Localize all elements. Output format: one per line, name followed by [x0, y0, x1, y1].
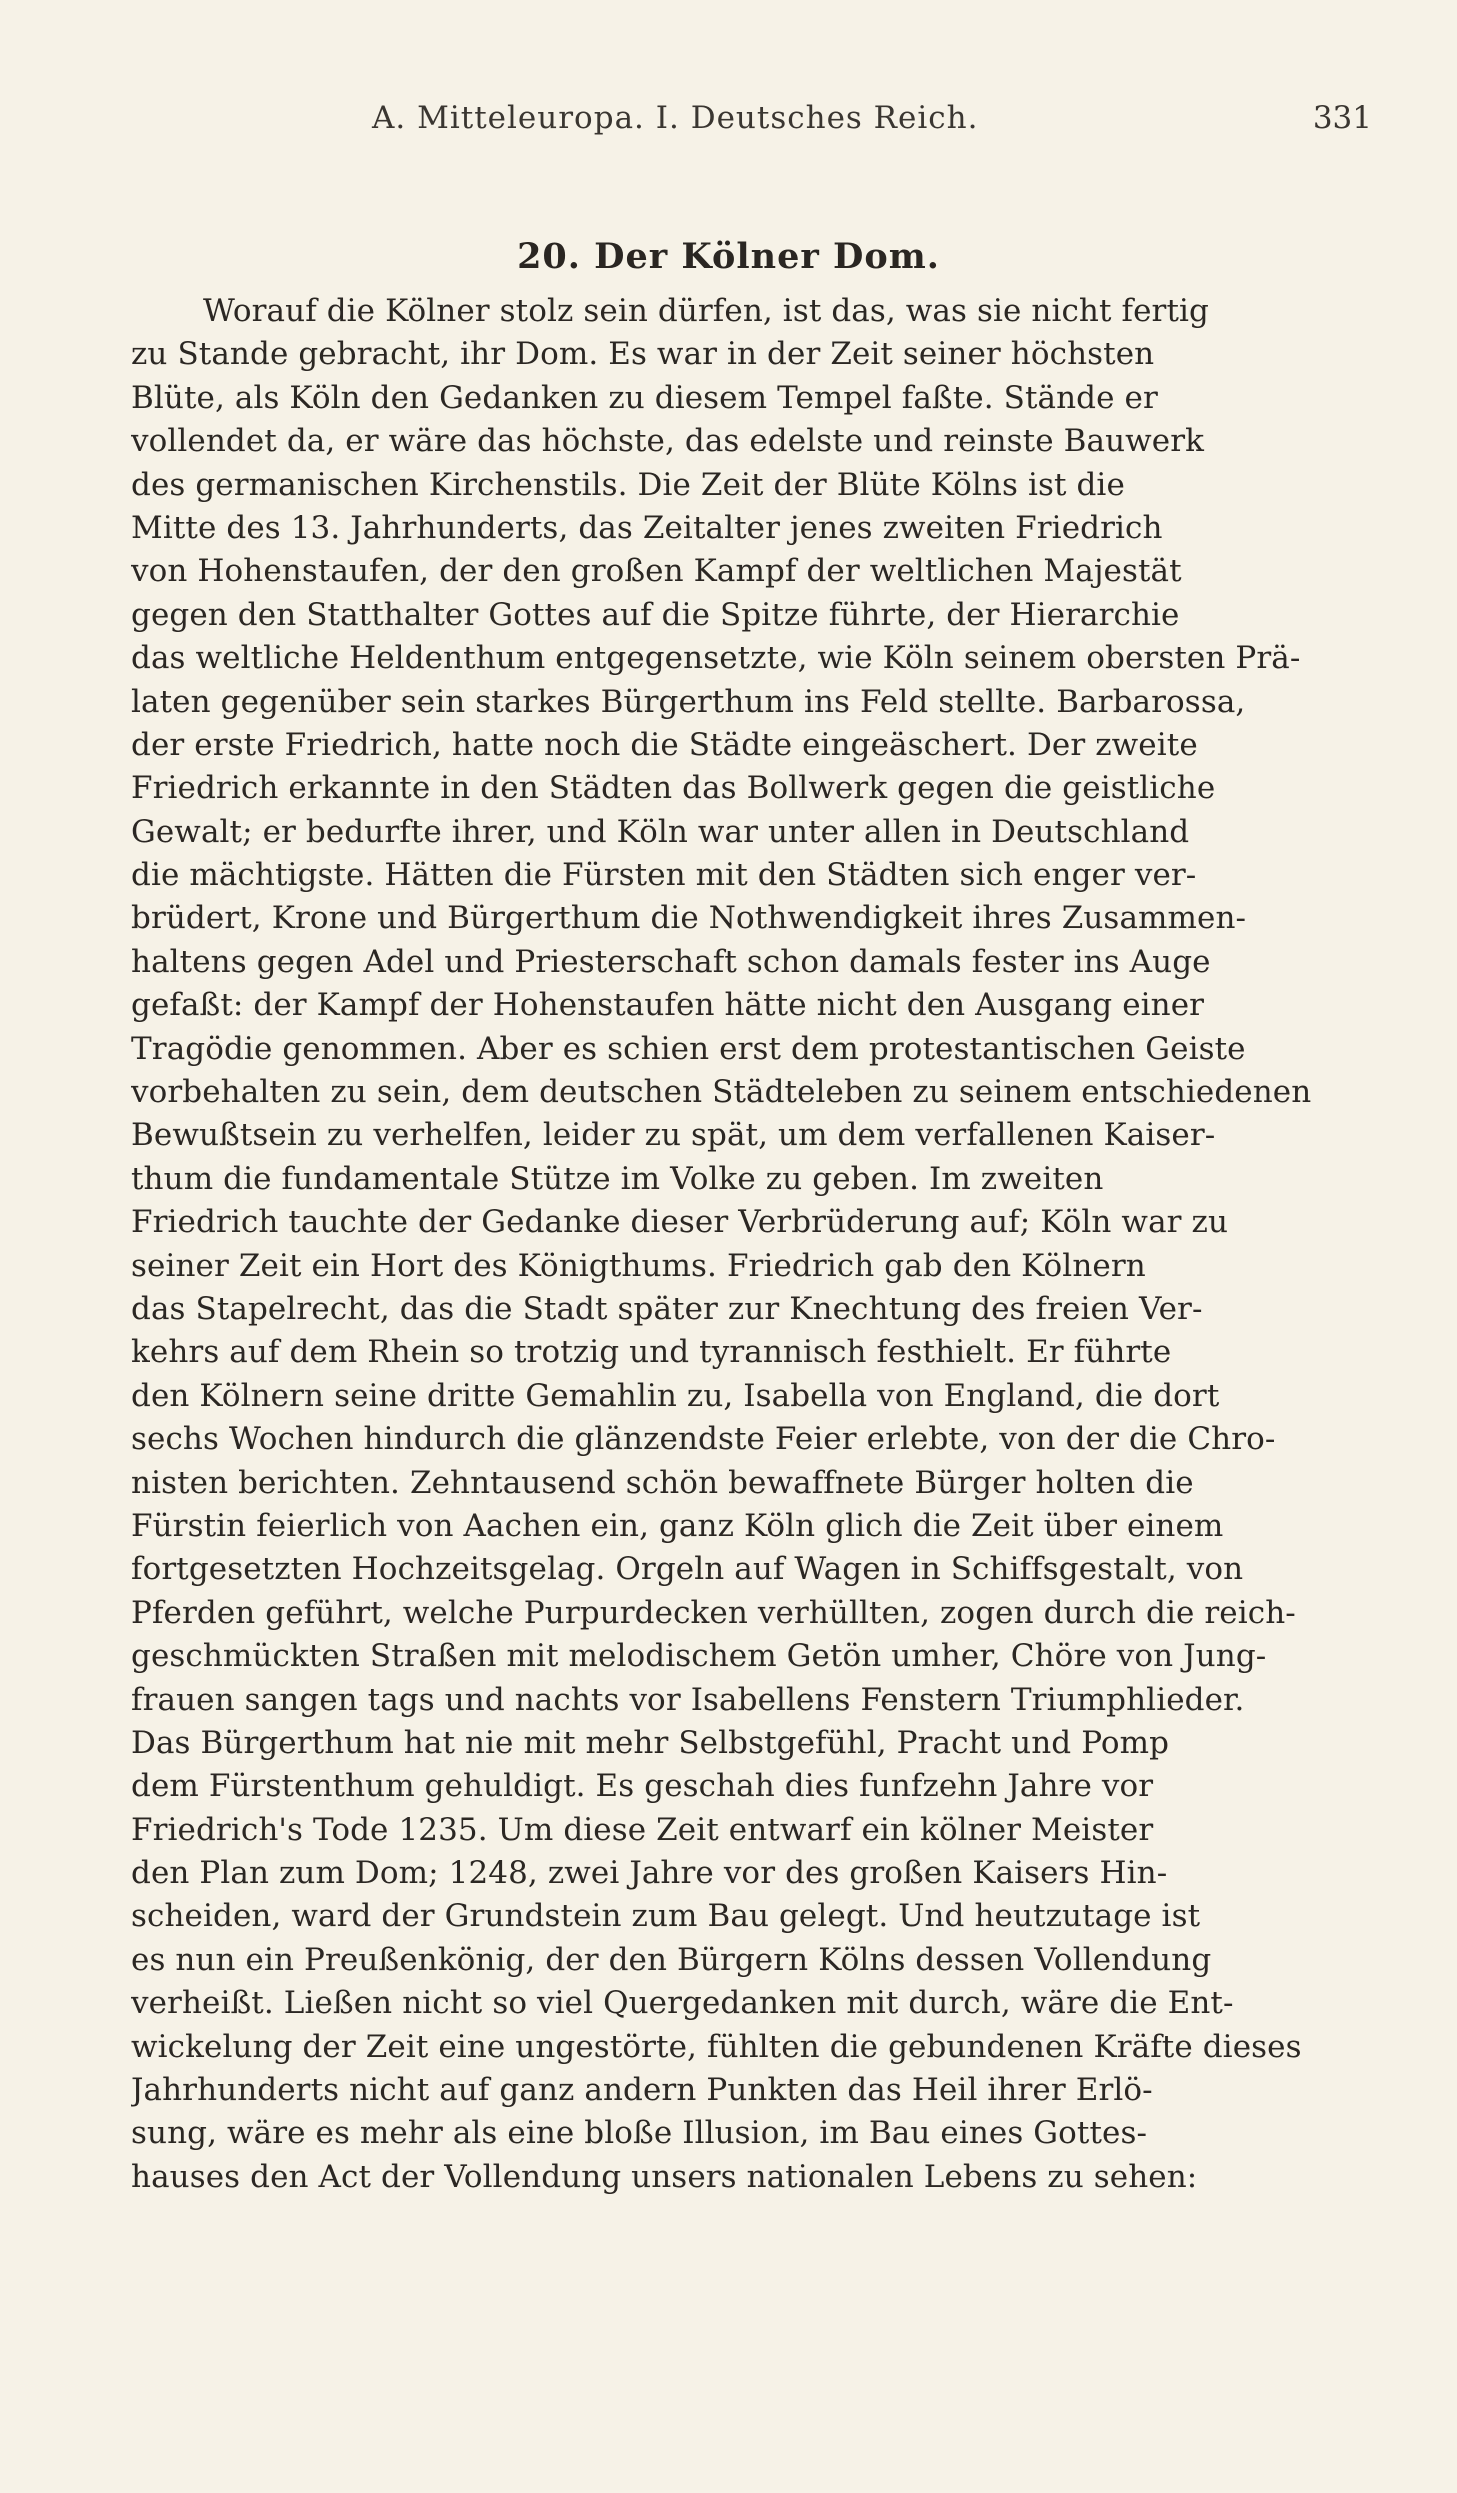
text-line: frauen sangen tags und nachts vor Isabellens Fenstern Triumphlieder.	[131, 1681, 1245, 1718]
text-line: vorbehalten zu sein, dem deutschen Städteleben zu seinem entschiedenen	[131, 1074, 1312, 1111]
text-line: seiner Zeit ein Hort des Königthums. Friedrich gab den Kölnern	[131, 1247, 1146, 1284]
text-line: Das Bürgerthum hat nie mit mehr Selbstgefühl, Pracht und Pomp	[131, 1724, 1170, 1761]
text-line: das Stapelrecht, das die Stadt später zur Knechtung des freien Ver-	[131, 1290, 1203, 1327]
text-line: Worauf die Kölner stolz sein dürfen, ist das, was sie nicht fertig	[203, 293, 1209, 329]
text-line: laten gegenüber sein starkes Bürgerthum ins Feld stellte. Barbarossa,	[131, 683, 1246, 720]
text-line: wickelung der Zeit eine ungestörte, fühlten die gebundenen Kräfte dieses	[131, 2028, 1302, 2065]
text-line: verheißt. Ließen nicht so viel Quergedanken mit durch, wäre die Ent-	[131, 1985, 1234, 2022]
running-title: A. Mitteleuropa. I. Deutsches Reich.	[372, 100, 979, 136]
body-text	[131, 290, 1449, 2199]
text-line: nisten berichten. Zehntausend schön bewaffnete Bürger holten die	[131, 1464, 1194, 1501]
text-line: thum die fundamentale Stütze im Volke zu geben. Im zweiten	[131, 1160, 1104, 1197]
text-line: die mächtigste. Hätten die Fürsten mit den Städten sich enger ver-	[131, 857, 1197, 894]
text-line: das weltliche Heldenthum entgegensetzte, wie Köln seinem obersten Prä-	[131, 640, 1301, 677]
text-line: sechs Wochen hindurch die glänzendste Feier erlebte, von der die Chro-	[131, 1421, 1276, 1458]
text-line: Pferden geführt, welche Purpurdecken verhüllten, zogen durch die reich-	[131, 1594, 1296, 1631]
text-line: den Kölnern seine dritte Gemahlin zu, Isabella von England, die dort	[131, 1377, 1220, 1414]
text-line: Fürstin feierlich von Aachen ein, ganz Köln glich die Zeit über einem	[131, 1507, 1224, 1544]
text-line: von Hohenstaufen, der den großen Kampf der weltlichen Majestät	[131, 553, 1182, 590]
text-line: brüdert, Krone und Bürgerthum die Nothwendigkeit ihres Zusammen-	[131, 900, 1247, 937]
text-line: dem Fürstenthum gehuldigt. Es geschah dies funfzehn Jahre vor	[131, 1768, 1154, 1805]
chapter-heading: 20. Der Kölner Dom.	[517, 236, 940, 277]
text-line: kehrs auf dem Rhein so trotzig und tyrannisch festhielt. Er führte	[131, 1334, 1172, 1371]
text-line: sung, wäre es mehr als eine bloße Illusion, im Bau eines Gottes-	[131, 2115, 1148, 2152]
text-line: fortgesetzten Hochzeitsgelag. Orgeln auf Wagen in Schiffsgestalt, von	[131, 1551, 1244, 1588]
page-number: 331	[1312, 100, 1372, 136]
text-line: zu Stande gebracht, ihr Dom. Es war in der Zeit seiner höchsten	[131, 336, 1155, 373]
running-head	[372, 100, 1372, 140]
text-line: Gewalt; er bedurfte ihrer, und Köln war unter allen in Deutschland	[131, 813, 1190, 850]
text-line: Blüte, als Köln den Gedanken zu diesem Tempel faßte. Stände er	[131, 379, 1158, 416]
text-line: Friedrich erkannte in den Städten das Bollwerk gegen die geistliche	[131, 770, 1216, 807]
text-line: gefaßt: der Kampf der Hohenstaufen hätte nicht den Ausgang einer	[131, 987, 1205, 1024]
text-line: des germanischen Kirchenstils. Die Zeit der Blüte Kölns ist die	[131, 466, 1125, 503]
text-line: Friedrich tauchte der Gedanke dieser Verbrüderung auf; Köln war zu	[131, 1204, 1229, 1241]
text-line: es nun ein Preußenkönig, der den Bürgern Kölns dessen Vollendung	[131, 1941, 1212, 1978]
text-line: vollendet da, er wäre das höchste, das edelste und reinste Bauwerk	[131, 423, 1205, 460]
text-line: gegen den Statthalter Gottes auf die Spitze führte, der Hierarchie	[131, 596, 1180, 633]
text-line: scheiden, ward der Grundstein zum Bau gelegt. Und heutzutage ist	[131, 1898, 1201, 1935]
text-line: Bewußtsein zu verhelfen, leider zu spät, um dem verfallenen Kaiser-	[131, 1117, 1216, 1154]
text-line: Jahrhunderts nicht auf ganz andern Punkten das Heil ihrer Erlö-	[131, 2072, 1153, 2109]
text-line: geschmückten Straßen mit melodischem Getön umher, Chöre von Jung-	[131, 1638, 1267, 1675]
text-line: hauses den Act der Vollendung unsers nationalen Lebens zu sehen:	[131, 2158, 1198, 2195]
text-line: der erste Friedrich, hatte noch die Städte eingeäschert. Der zweite	[131, 726, 1198, 763]
text-line: Mitte des 13. Jahrhunderts, das Zeitalter jenes zweiten Friedrich	[131, 509, 1163, 546]
text-line: den Plan zum Dom; 1248, zwei Jahre vor des großen Kaisers Hin-	[131, 1855, 1168, 1892]
text-line: Friedrich's Tode 1235. Um diese Zeit entwarf ein kölner Meister	[131, 1811, 1154, 1848]
text-line: haltens gegen Adel und Priesterschaft schon damals fester ins Auge	[131, 943, 1211, 980]
text-line: Tragödie genommen. Aber es schien erst dem protestantischen Geiste	[131, 1030, 1246, 1067]
